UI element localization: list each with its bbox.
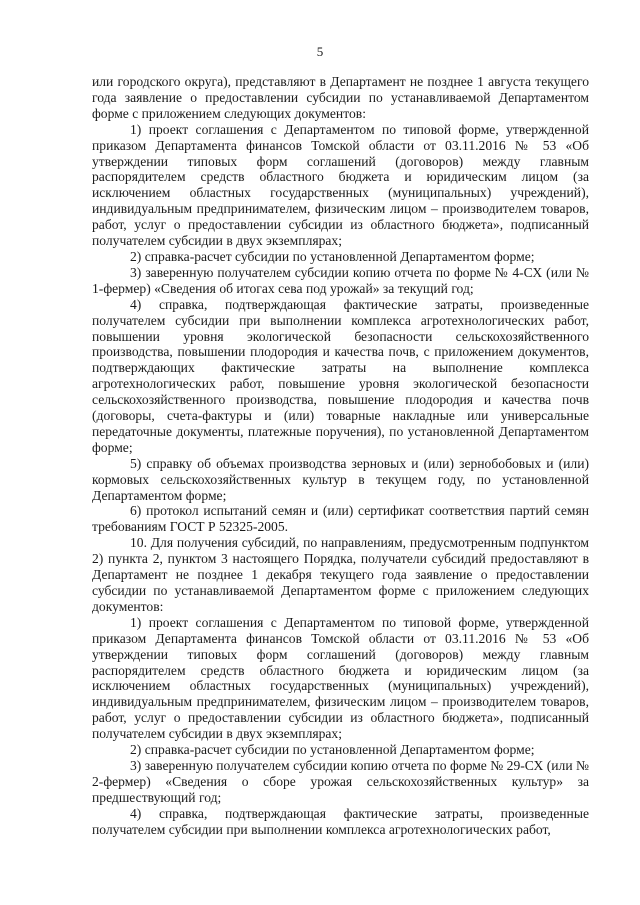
paragraph-item-2-calculation-2: 2) справка-расчет субсидии по установленной Департаментом форме; <box>130 742 535 758</box>
page-number: 5 <box>316 44 324 59</box>
paragraph-item-2-calculation: 2) справка-расчет субсидии по установленной Департаментом форме; <box>130 248 535 264</box>
paragraph-item-5-production-volume: 5) справку об объемах производства зерновых и (или) зернобобовых и (или) кормовых сельскохозяйственных культур в текущем году, по установленной Департаментом форме; <box>92 455 589 503</box>
paragraph-item-3-report-copy: 3) заверенную получателем субсидии копию отчета по форме № 4-СХ (или № 1-фермер) «Сведения об итогах сева под урожай» за текущий год; <box>92 264 589 296</box>
paragraph-item-6-seed-protocol: 6) протокол испытаний семян и (или) сертификат соответствия партий семян требованиям ГОСТ Р 52325-2005. <box>92 503 589 535</box>
paragraph-item-3-report-copy-2: 3) заверенную получателем субсидии копию отчета по форме № 29-СХ (или № 2-фермер) «Сведения о сборе урожая сельскохозяйственных культур» за предшествующий год; <box>92 757 589 805</box>
paragraph-item-4-cost-certificate-2: 4) справка, подтверждающая фактические затраты, произведенные получателем субсидии при выполнении комплекса агротехнологических работ, <box>92 805 589 837</box>
document-body <box>92 74 589 838</box>
paragraph-item-1-agreement-2: 1) проект соглашения с Департаментом по типовой форме, утвержденной приказом Департамента финансов Томской области от 03.11.2016 № 53 «Об утверждении типовых форм соглашений (договоров) между главным распорядителем средств областного бюджета и юридическим лицом (за исключением областных государственных (муниципальных) учреждений), индивидуальным предпринимателем, физическим лицом – производителем товаров, работ, услуг о предоставлении субсидии из областного бюджета», подписанный получателем субсидии в двух экземплярах; <box>92 614 589 742</box>
paragraph-section-10: 10. Для получения субсидий, по направлениям, предусмотренным подпунктом 2) пункта 2, пунктом 3 настоящего Порядка, получатели субсидий предоставляют в Департамент не позднее 1 декабря текущего года заявление о предоставлении субсидии по устанавливаемой Департаментом форме с приложением следующих документов: <box>92 535 589 614</box>
paragraph-item-4-cost-certificate: 4) справка, подтверждающая фактические затраты, произведенные получателем субсидии при выполнении комплекса агротехнологических работ, повышении уровня экологической безопасности сельскохозяйственного производства, повышении плодородия и качества почв, с приложением документов, подтверждающих фактические затраты на выполнение комплекса агротехнологических работ, повышение уровня экологической безопасности сельскохозяйственного производства, повышение плодородия и качества почв (договоры, счета-фактуры и (или) товарные накладные или универсальные передаточные документы, платежные поручения), по установленной Департаментом форме; <box>92 296 589 455</box>
paragraph-intro-continuation: или городского округа), представляют в Департамент не позднее 1 августа текущего года заявление о предоставлении субсидии по устанавливаемой Департаментом форме с приложением следующих документов: <box>92 74 589 121</box>
paragraph-item-1-agreement: 1) проект соглашения с Департаментом по типовой форме, утвержденной приказом Департамента финансов Томской области от 03.11.2016 № 53 «Об утверждении типовых форм соглашений (договоров) между главным распорядителем средств областного бюджета и юридическим лицом (за исключением областных государственных (муниципальных) учреждений), индивидуальным предпринимателем, физическим лицом – производителем товаров, работ, услуг о предоставлении субсидии из областного бюджета», подписанный получателем субсидии в двух экземплярах; <box>92 121 589 249</box>
